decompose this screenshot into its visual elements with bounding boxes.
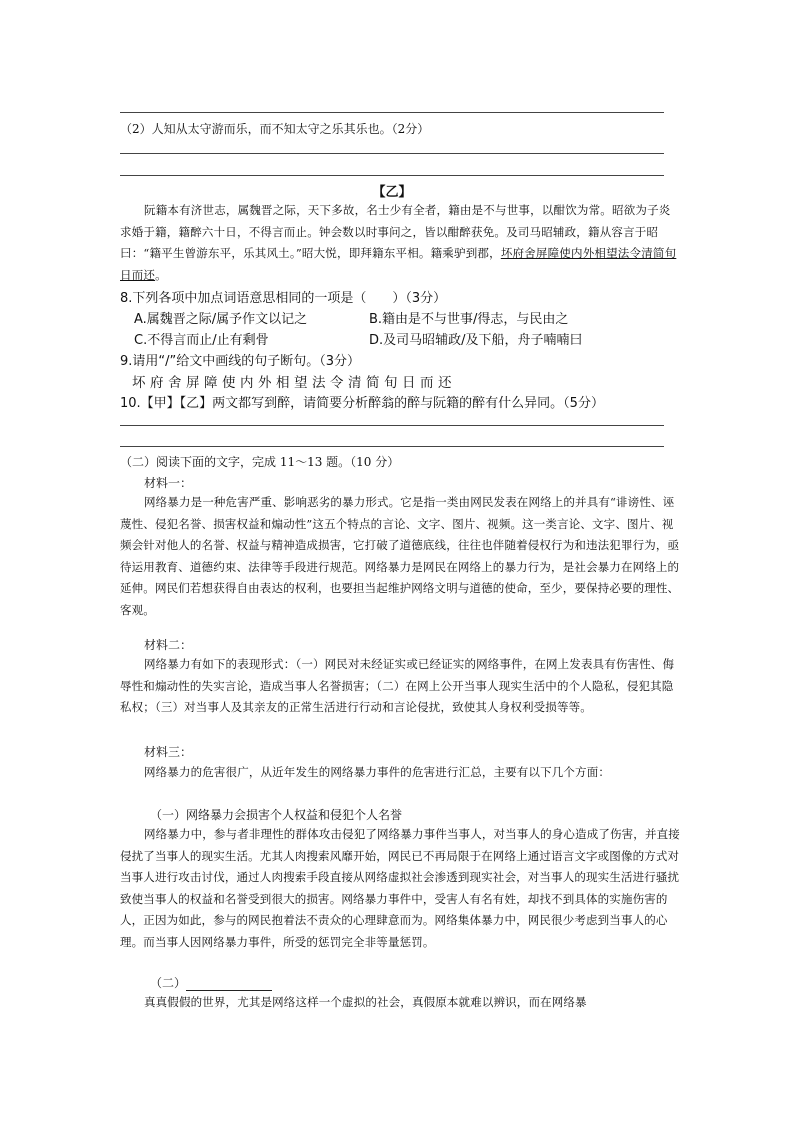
material-3-text bbox=[120, 762, 682, 784]
question-9-sequence: 坏府舍屏障使内外相望法令清简旬日而还 bbox=[132, 375, 456, 391]
passage-yi-header: 【乙】 bbox=[372, 185, 412, 200]
fill-in-blank[interactable] bbox=[186, 978, 272, 991]
material-3-subheading-1: （一）网络暴力会损害个人权益和侵犯个人名誉 bbox=[150, 808, 403, 822]
question-10-stem: 10.【甲】【乙】两文都写到醉，请简要分析醉翁的醉与阮籍的醉有什么异同。（5分） bbox=[120, 396, 604, 411]
question-8-option-d: D.及司马昭辅政/及下船，舟子喃喃曰 bbox=[369, 333, 583, 348]
answer-line bbox=[120, 153, 664, 154]
passage-yi-main: 阮籍本有济世志，属魏晋之际，天下多故，名士少有全者，籍由是不与世事，以酣饮为常。昭欲为子炎求婚于籍，籍醉六十日，不得言而止。钟会数以时事问之，皆以酣醉获免。及司马昭辅政，籍从容言于昭曰：“籍平生曾游东平，乐其风土。”昭大悦，即拜籍东平相。籍乘驴到郡， bbox=[120, 203, 671, 260]
question-9-stem: 9.请用“/”给文中画线的句子断句。（3分） bbox=[120, 354, 361, 369]
material-3-subheading-2-label: （二） bbox=[150, 976, 187, 990]
answer-line bbox=[120, 425, 664, 426]
material-3-subheading-2 bbox=[150, 974, 710, 991]
passage-yi-text bbox=[120, 200, 680, 286]
question-8-option-b: B.籍由是不与世事/得志，与民由之 bbox=[369, 312, 569, 327]
material-1-label: 材料一： bbox=[144, 476, 193, 490]
answer-line bbox=[120, 112, 664, 113]
material-3-subtext-1-body: 网络暴力中，参与者非理性的群体攻击侵犯了网络暴力事件当事人，对当事人的身心造成了伤害，并直接侵扰了当事人的现实生活。尤其人肉搜索风靡开始，网民已不再局限于在网络上通过语言文字或图像的方式对当事人进行攻击讨伐，通过人肉搜索手段直接从网络虚拟社会渗透到现实社会，对当事人的现实生活进行骚扰致使当事人的权益和名誉受到很大的损害。网络暴力事件中，受害人有名有姓，却找不到具体的实施伤害的人，正因为如此，参与的网民抱着法不责众的心理肆意而为。网络集体暴力中，网民很少考虑到当事人的心理。而当事人因网络暴力事件，所受的惩罚完全非等量惩罚。 bbox=[120, 827, 680, 949]
material-3-subtext-2-body: 真真假假的世界，尤其是网络这样一个虚拟的社会，真假原本就难以辨识，而在网络暴 bbox=[144, 995, 587, 1009]
material-2-label: 材料二： bbox=[144, 638, 193, 652]
material-2-body: 网络暴力有如下的表现形式：（一）网民对未经证实或已经证实的网络事件，在网上发表具有伤害性、侮辱性和煽动性的失实言论，造成当事人名誉损害；（二）在网上公开当事人现实生活中的个人隐私，侵犯其隐私权；（三）对当事人及其亲友的正常生活进行行动和言论侵扰，致使其人身权利受损等等。 bbox=[120, 657, 675, 715]
passage-yi-end: 。 bbox=[155, 267, 167, 282]
question-8-option-c: C.不得言而止/止有剩骨 bbox=[134, 333, 269, 348]
answer-line bbox=[120, 446, 664, 447]
section-2-title: （二）阅读下面的文字，完成 11～13 题。（10 分） bbox=[120, 455, 400, 469]
material-2-text bbox=[120, 654, 682, 719]
question-2-subitem: （2）人知从太守游而乐，而不知太守之乐其乐也。（2分） bbox=[120, 122, 430, 136]
answer-line bbox=[120, 175, 664, 176]
material-3-subtext-2 bbox=[120, 992, 682, 1014]
material-1-text bbox=[120, 492, 682, 622]
material-1-body: 网络暴力是一种危害严重、影响恶劣的暴力形式。它是指一类由网民发表在网络上的并具有“诽谤性、诬蔑性、侵犯名誉、损害权益和煽动性”这五个特点的言论、文字、图片、视频。这一类言论、文字、图片、视频会针对他人的名誉、权益与精神造成损害，它打破了道德底线，往往也伴随着侵权行为和违法犯罪行为，亟待运用教育、道德约束、法律等手段进行规范。网络暴力是网民在网络上的暴力行为，是社会暴力在网络上的延伸。网民们若想获得自由表达的权利，也要担当起维护网络文明与道德的使命，至少，要保持必要的理性、客观。 bbox=[120, 495, 680, 617]
material-3-subtext-1 bbox=[120, 824, 682, 954]
question-8-stem: 8.下列各项中加点词语意思相同的一项是（ ）（3分） bbox=[120, 291, 447, 306]
material-3-label: 材料三： bbox=[144, 745, 193, 759]
question-8-option-a: A.属魏晋之际/属予作文以记之 bbox=[134, 312, 308, 327]
underlined-sentence: 坏府舍屏障使内外相望法令清简旬日而还 bbox=[120, 246, 677, 282]
material-3-body: 网络暴力的危害很广，从近年发生的网络暴力事件的危害进行汇总，主要有以下几个方面： bbox=[144, 765, 610, 779]
